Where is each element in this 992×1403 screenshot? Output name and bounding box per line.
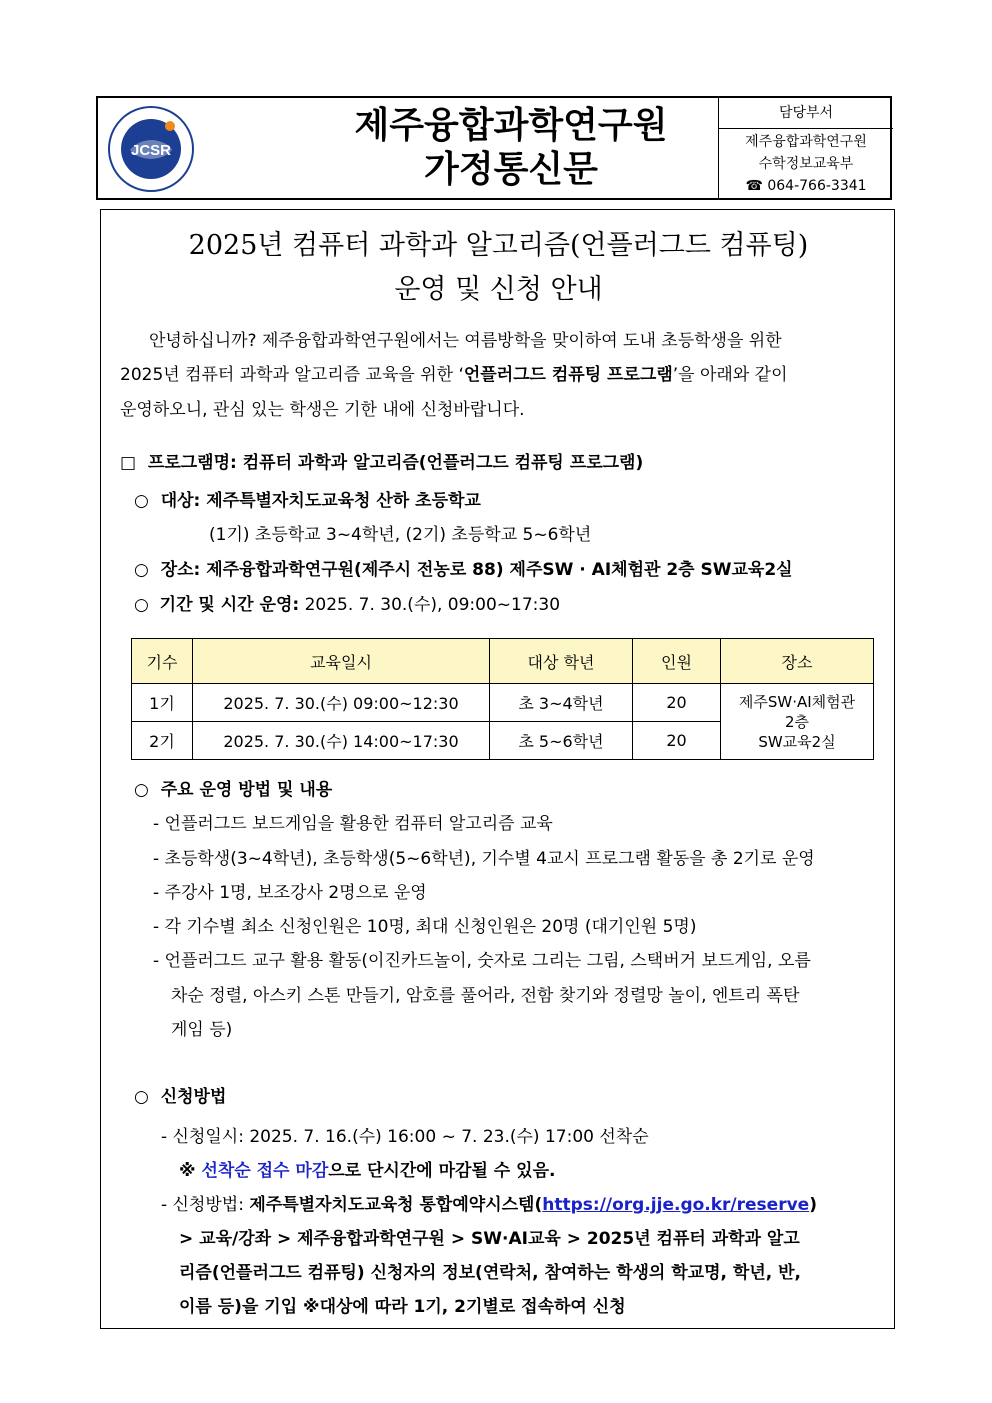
- operation-item-5-cont2: 게임 등): [171, 1020, 233, 1040]
- deadline-highlight: 선착순 접수 마감: [201, 1161, 329, 1181]
- schedule-table: [131, 638, 874, 760]
- dept-line2: 수학정보교육부: [758, 156, 854, 172]
- document-title: [101, 224, 896, 312]
- title-line2: 운영 및 신청 안내: [394, 274, 603, 305]
- doc-type: 가정통신문: [424, 149, 598, 190]
- phone-number: 064-766-3341: [767, 178, 867, 194]
- program-name: □ 프로그램명: 컴퓨터 과학과 알고리즘(언플러그드 컴퓨팅 프로그램): [120, 453, 644, 473]
- jcsr-logo: [108, 106, 194, 192]
- intro-line2: 2025년 컴퓨터 과학과 알고리즘 교육을 위한 ‘언플러그드 컴퓨팅 프로그램’을 아래와 같이: [120, 365, 788, 385]
- apply-heading: ○ 신청방법: [134, 1087, 227, 1107]
- apply-path: > 교육/강좌 > 제주융합과학연구원 > SW·AI교육 > 2025년 컴퓨터 과학과 알고: [179, 1229, 800, 1249]
- apply-note: ※ 선착순 접수 마감으로 단시간에 마감될 수 있음.: [179, 1161, 556, 1181]
- program-highlight: 언플러그드 컴퓨팅 프로그램: [463, 365, 673, 385]
- row1-grade: 초 3~4학년: [490, 684, 633, 722]
- col-datetime: 교육일시: [193, 639, 490, 684]
- row2-grade: 초 5~6학년: [490, 722, 633, 760]
- target-detail: (1기) 초등학교 3~4학년, (2기) 초등학교 5~6학년: [209, 525, 592, 545]
- row2-count: 20: [633, 722, 721, 760]
- contact-box: [718, 98, 893, 198]
- table-header-row: [132, 639, 874, 684]
- table-row: [132, 684, 874, 722]
- place-cell: 제주SW·AI체험관 2층 SW교육2실: [721, 684, 874, 760]
- apply-date: - 신청일시: 2025. 7. 16.(수) 16:00 ~ 7. 23.(수) 17:00 선착순: [161, 1127, 649, 1147]
- title-line1: 2025년 컴퓨터 과학과 알고리즘(언플러그드 컴퓨팅): [188, 230, 809, 261]
- period-heading: ○ 기간 및 시간 운영: 2025. 7. 30.(수), 09:00~17:30: [134, 595, 561, 615]
- operation-item-5-cont1: 차순 정렬, 아스키 스톤 만들기, 암호를 풀어라, 전함 찾기와 정렬망 놀이, 엔트리 폭탄: [171, 986, 800, 1006]
- apply-method: - 신청방법: 제주특별자치도교육청 통합예약시스템(https://org.jje.go.kr/reserve): [161, 1195, 817, 1215]
- org-name: 제주융합과학연구원: [354, 105, 668, 146]
- apply-path-2: 리즘(언플러그드 컴퓨팅) 신청자의 정보(연락처, 참여하는 학생의 학교명, 학년, 반,: [179, 1263, 801, 1283]
- operation-item-2: - 초등학생(3~4학년), 초등학생(5~6학년), 기수별 4교시 프로그램 활동을 총 2기로 운영: [153, 849, 815, 869]
- letterhead: [96, 96, 892, 200]
- col-grade: 대상 학년: [490, 639, 633, 684]
- row2-datetime: 2025. 7. 30.(수) 14:00~17:30: [193, 722, 490, 760]
- target-heading: ○ 대상: 제주특별자치도교육청 산하 초등학교: [134, 491, 481, 511]
- intro-line3: 운영하오니, 관심 있는 학생은 기한 내에 신청바랍니다.: [120, 400, 525, 420]
- row1-count: 20: [633, 684, 721, 722]
- row1-datetime: 2025. 7. 30.(수) 09:00~12:30: [193, 684, 490, 722]
- operation-heading: ○ 주요 운영 방법 및 내용: [134, 780, 333, 800]
- col-count: 인원: [633, 639, 721, 684]
- dept-label: 담당부서: [719, 98, 893, 129]
- reservation-link[interactable]: https://org.jje.go.kr/reserve: [542, 1195, 810, 1215]
- intro-line1: 안녕하십니까? 제주융합과학연구원에서는 여름방학을 맞이하여 도내 초등학생을 위한: [149, 331, 782, 351]
- apply-path-3: 이름 등)을 기입 ※대상에 따라 1기, 2기별로 접속하여 신청: [179, 1297, 626, 1317]
- row2-term: 2기: [132, 722, 193, 760]
- phone-line: [719, 175, 893, 197]
- row1-term: 1기: [132, 684, 193, 722]
- svg-text:JCSR: JCSR: [130, 142, 172, 159]
- operation-item-1: - 언플러그드 보드게임을 활용한 컴퓨터 알고리즘 교육: [153, 814, 553, 834]
- col-term: 기수: [132, 639, 193, 684]
- operation-item-5: - 언플러그드 교구 활용 활동(이진카드놀이, 숫자로 그리는 그림, 스택버거 보드게임, 오름: [153, 951, 811, 971]
- place-heading: ○ 장소: 제주융합과학연구원(제주시 전농로 88) 제주SW · AI체험관 2층 SW교육2실: [134, 560, 793, 580]
- operation-item-3: - 주강사 1명, 보조강사 2명으로 운영: [153, 883, 427, 903]
- operation-item-4: - 각 기수별 최소 신청인원은 10명, 최대 신청인원은 20명 (대기인원 5명): [153, 917, 697, 937]
- document-body: [100, 209, 895, 1329]
- phone-icon: ☎: [745, 178, 763, 194]
- col-place: 장소: [721, 639, 874, 684]
- dept-line1: 제주융합과학연구원: [745, 134, 867, 150]
